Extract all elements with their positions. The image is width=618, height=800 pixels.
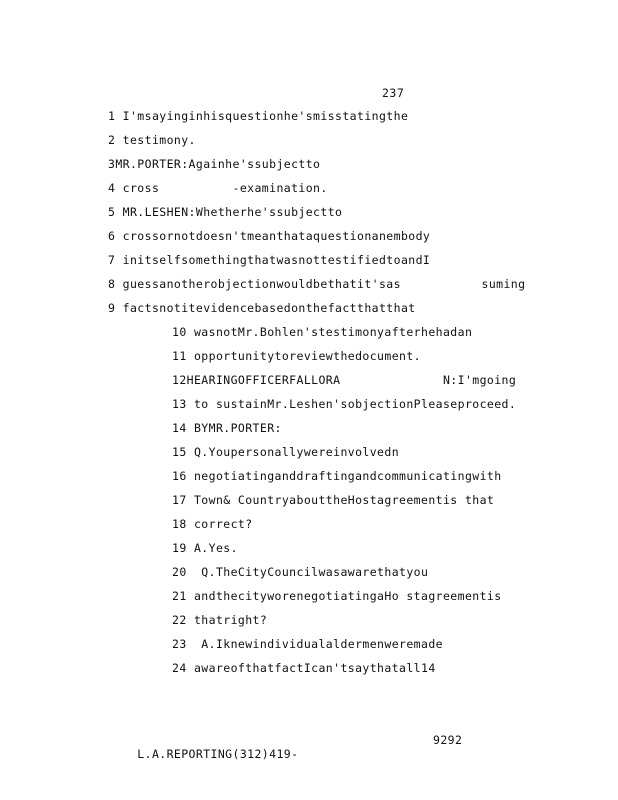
transcript-line: 24 awareofthatfactIcan'tsaythatall14 [172, 661, 436, 675]
transcript-line: 19 A.Yes. [172, 541, 238, 555]
transcript-line: 18 correct? [172, 517, 253, 531]
transcript-line: 6 crossornotdoesn'tmeanthataquestionanembody [108, 229, 431, 243]
transcript-line: 9 factsnotitevidencebasedonthefactthatthat [108, 301, 416, 315]
transcript-line: 14 BYMR.PORTER: [172, 421, 282, 435]
transcript-line: 7 initselfsomethingthatwasnottestifiedtoandI [108, 253, 431, 267]
transcript-line: 2 testimony. [108, 133, 196, 147]
transcript-line: 17 Town& CountryabouttheHostagreementis that [172, 493, 495, 507]
transcript-line: 10 wasnotMr.Bohlen'stestimonyafterhehadan [172, 325, 473, 339]
transcript-line: 20 Q.TheCityCouncilwasawarethatyou [172, 565, 429, 579]
footer [108, 733, 463, 789]
page-number: 237 [382, 86, 405, 100]
transcript-line: 23 A.Iknewindividualaldermenweremade [172, 637, 443, 651]
transcript-line: 22 thatright? [172, 613, 268, 627]
transcript-line: 21 andthecityworenegotiatingaHo stagreementis [172, 589, 502, 603]
transcript-line: 4 cross -examination. [108, 181, 328, 195]
transcript-line: 11 opportunitytoreviewthedocument. [172, 349, 422, 363]
transcript-line: 15 Q.Youpersonallywereinvolvedn [172, 445, 400, 459]
transcript-line: 5 MR.LESHEN:Whetherhe'ssubjectto [108, 205, 343, 219]
transcript-line: 3MR.PORTER:Againhe'ssubjectto [108, 157, 321, 171]
transcript-line: 1 I'msayinginhisquestionhe'smisstatingthe [108, 109, 409, 123]
transcript-line: 8 guessanotherobjectionwouldbethatit'sas suming [108, 277, 526, 291]
footer-phone-suffix: 9292 [433, 733, 463, 747]
transcript-line: 16 negotiatinganddraftingandcommunicatingwith [172, 469, 502, 483]
footer-reporter: L.A.REPORTING(312)419- [137, 747, 299, 761]
transcript-line: 13 to sustainMr.Leshen'sobjectionPleaseproceed. [172, 397, 517, 411]
transcript-line: 12HEARINGOFFICERFALLORA N:I'mgoing [172, 373, 517, 387]
